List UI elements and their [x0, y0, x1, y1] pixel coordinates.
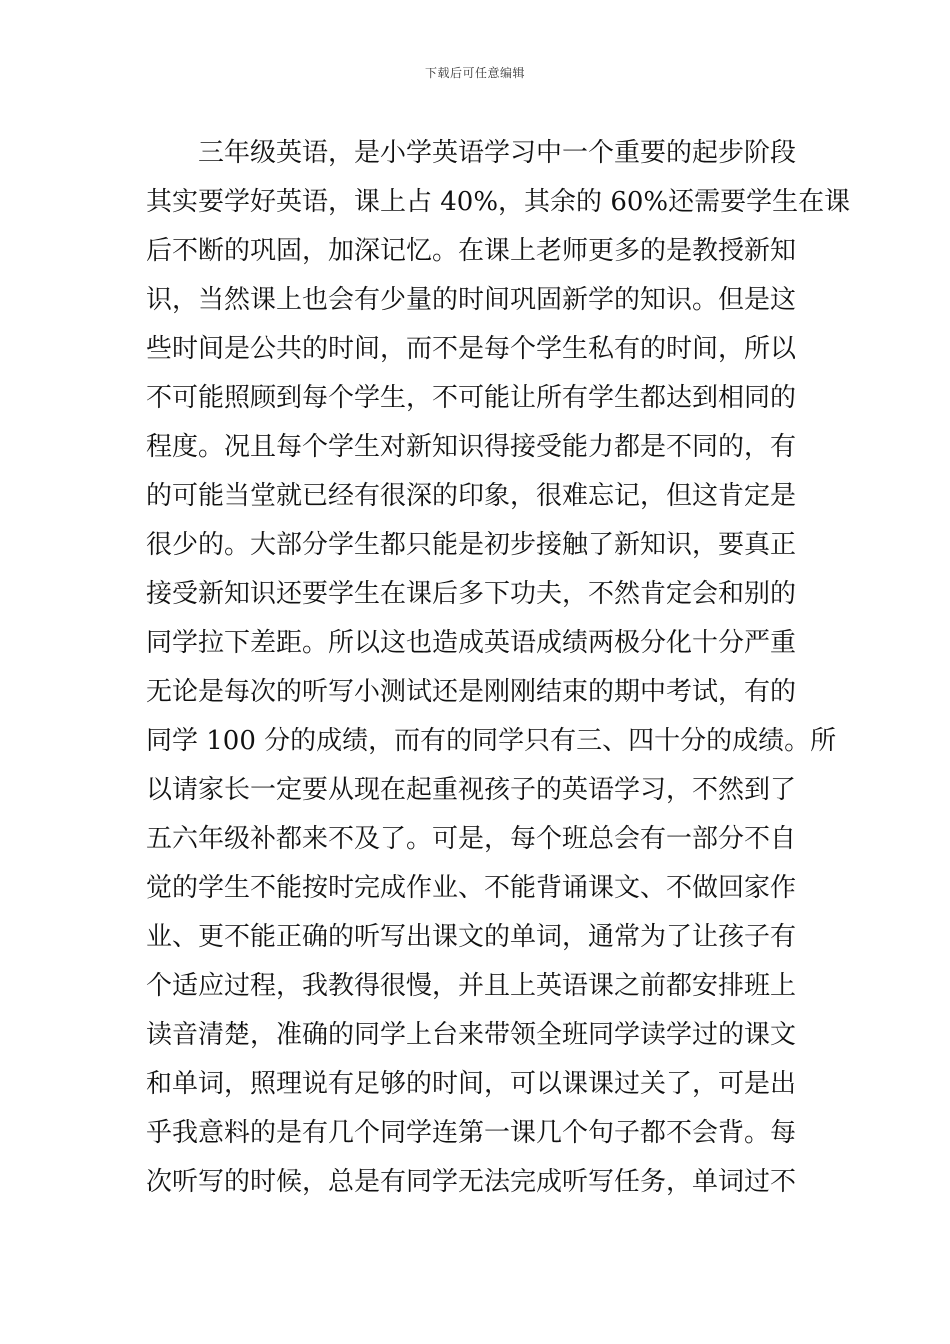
text-line: 觉的学生不能按时完成作业、不能背诵课文、不做回家作 [146, 873, 797, 903]
text-line: 次听写的时候，总是有同学无法完成听写任务，单词过不 [146, 1167, 797, 1197]
text-line: 同学 100 分的成绩，而有的同学只有三、四十分的成绩。所 [146, 726, 837, 756]
text-line: 五六年级补都来不及了。可是，每个班总会有一部分不自 [146, 824, 797, 854]
text-line: 不可能照顾到每个学生，不可能让所有学生都达到相同的 [146, 383, 797, 413]
text-line: 的可能当堂就已经有很深的印象，很难忘记，但这肯定是 [146, 481, 797, 511]
text-line: 无论是每次的听写小测试还是刚刚结束的期中考试，有的 [146, 677, 797, 707]
text-line: 接受新知识还要学生在课后多下功夫，不然肯定会和别的 [146, 579, 797, 609]
text-line: 识，当然课上也会有少量的时间巩固新学的知识。但是这 [146, 285, 797, 315]
text-line: 同学拉下差距。所以这也造成英语成绩两极分化十分严重 [146, 628, 797, 658]
text-line: 乎我意料的是有几个同学连第一课几个句子都不会背。每 [146, 1118, 797, 1148]
text-line: 其实要学好英语，课上占 40%，其余的 60%还需要学生在课 [146, 187, 851, 217]
text-line: 业、更不能正确的听写出课文的单词，通常为了让孩子有 [146, 922, 797, 952]
text-line: 后不断的巩固，加深记忆。在课上老师更多的是教授新知 [146, 236, 797, 266]
text-line: 读音清楚，准确的同学上台来带领全班同学读学过的课文 [146, 1020, 797, 1050]
text-line: 程度。况且每个学生对新知识得接受能力都是不同的，有 [146, 432, 797, 462]
body-paragraph [146, 129, 851, 1207]
text-line: 些时间是公共的时间，而不是每个学生私有的时间，所以 [146, 334, 797, 364]
text-line: 以请家长一定要从现在起重视孩子的英语学习，不然到了 [146, 775, 797, 805]
text-line: 和单词，照理说有足够的时间，可以课课过关了，可是出 [146, 1069, 797, 1099]
text-line: 个适应过程，我教得很慢，并且上英语课之前都安排班上 [146, 971, 797, 1001]
text-line: 很少的。大部分学生都只能是初步接触了新知识，要真正 [146, 530, 797, 560]
text-line: 三年级英语，是小学英语学习中一个重要的起步阶段 [198, 138, 797, 168]
page-header: 下载后可任意编辑 [424, 66, 525, 80]
